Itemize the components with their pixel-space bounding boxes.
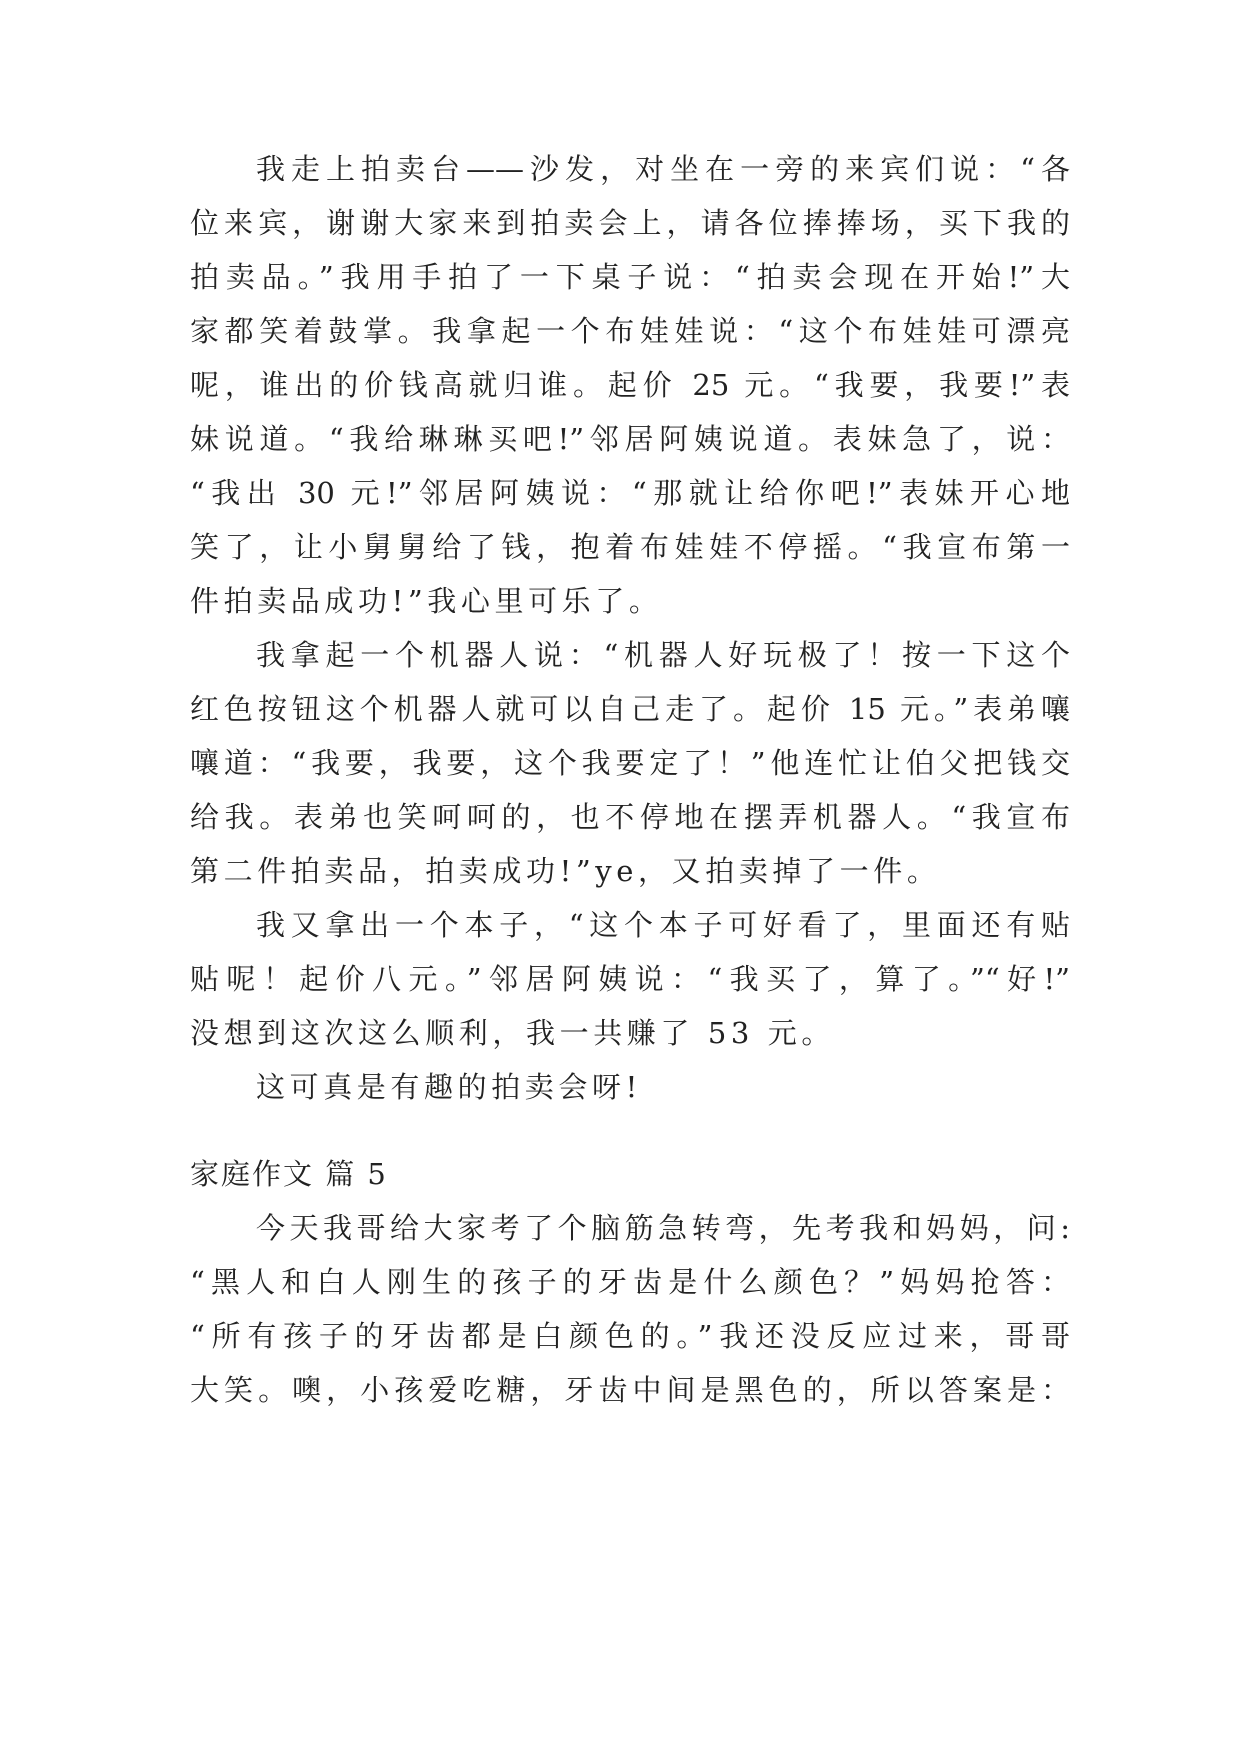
paragraph-5-line-1: 今天我哥给大家考了个脑筋急转弯，先考我和妈妈，问:: [256, 1211, 1070, 1245]
paragraph-2-line-5: 第二件拍卖品，拍卖成功!”ye，又拍卖掉了一件。: [190, 854, 941, 888]
paragraph-1-line-9: 件拍卖品成功!”我心里可乐了。: [190, 584, 663, 618]
paragraph-5-line-3: “所有孩子的牙齿都是白颜色的。”我还没反应过来，哥哥: [190, 1319, 1070, 1353]
paragraph-3-line-1: 我又拿出一个本子，“这个本子可好看了，里面还有贴: [256, 908, 1070, 942]
paragraph-2-line-3: 嚷道：“我要，我要，这个我要定了！”他连忙让伯父把钱交: [190, 746, 1070, 780]
paragraph-2-line-4: 给我。表弟也笑呵呵的，也不停地在摆弄机器人。“我宣布: [190, 800, 1070, 834]
paragraph-1-line-4: 家都笑着鼓掌。我拿起一个布娃娃说：“这个布娃娃可漂亮: [190, 314, 1070, 348]
paragraph-5-line-4: 大笑。噢，小孩爱吃糖，牙齿中间是黑色的，所以答案是：: [190, 1373, 1070, 1407]
paragraph-1-line-7: “我出 30 元!”邻居阿姨说：“那就让给你吧!”表妹开心地: [190, 476, 1070, 510]
paragraph-1-line-6: 妹说道。“我给琳琳买吧!”邻居阿姨说道。表妹急了，说：: [190, 422, 1070, 456]
paragraph-1-line-3: 拍卖品。”我用手拍了一下桌子说：“拍卖会现在开始!”大: [190, 260, 1070, 294]
paragraph-5-line-2: “黑人和白人刚生的孩子的牙齿是什么颜色？”妈妈抢答：: [190, 1265, 1070, 1299]
paragraph-1-line-5: 呢，谁出的价钱高就归谁。起价 25 元。“我要，我要!”表: [190, 368, 1070, 402]
paragraph-1-line-2: 位来宾，谢谢大家来到拍卖会上，请各位捧捧场，买下我的: [190, 206, 1070, 240]
paragraph-1-line-8: 笑了，让小舅舅给了钱，抱着布娃娃不停摇。“我宣布第一: [190, 530, 1070, 564]
paragraph-3-line-2: 贴呢！起价八元。”邻居阿姨说：“我买了，算了。”“好!”: [190, 962, 1070, 996]
section-heading: 家庭作文 篇 5: [190, 1157, 388, 1191]
paragraph-2-line-1: 我拿起一个机器人说：“机器人好玩极了！按一下这个: [256, 638, 1070, 672]
paragraph-3-line-3: 没想到这次这么顺利，我一共赚了 53 元。: [190, 1016, 835, 1050]
paragraph-4-line-1: 这可真是有趣的拍卖会呀!: [256, 1070, 642, 1104]
paragraph-1-line-1: 我走上拍卖台——沙发，对坐在一旁的来宾们说：“各: [256, 152, 1070, 186]
paragraph-2-line-2: 红色按钮这个机器人就可以自己走了。起价 15 元。”表弟嚷: [190, 692, 1070, 726]
